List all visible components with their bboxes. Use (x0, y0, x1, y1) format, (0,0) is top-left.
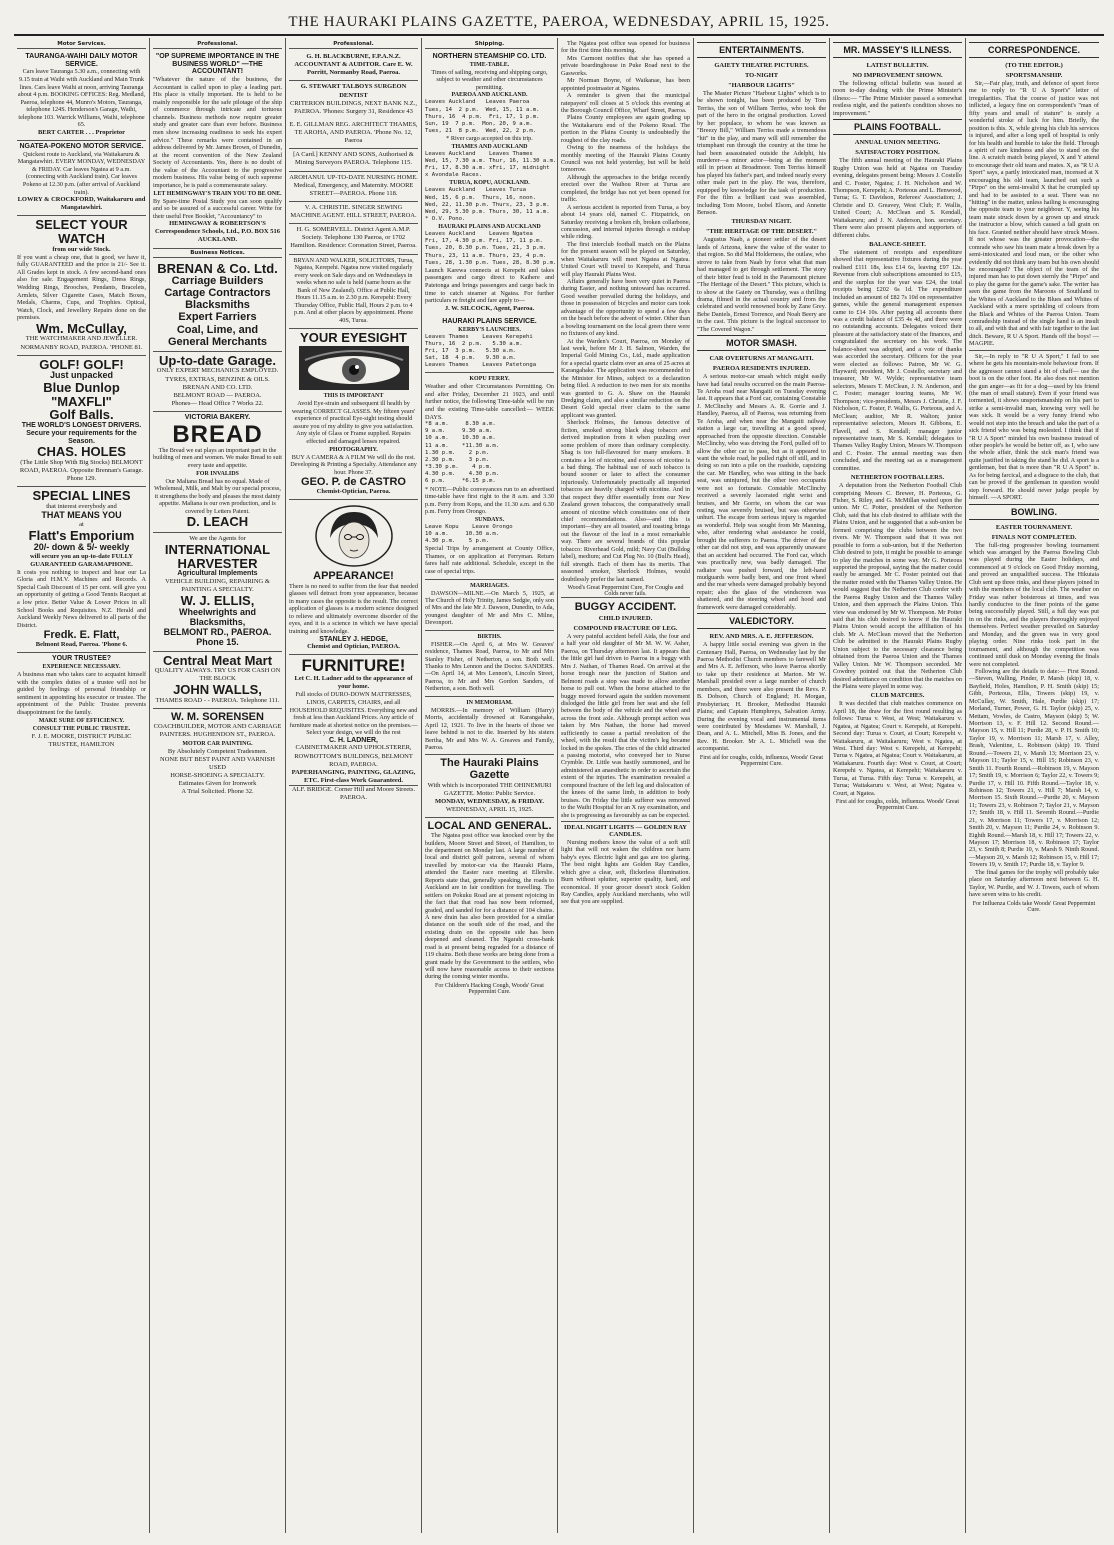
agent-signature: J. W. SILCOCK, Agent, Paeroa. (444, 304, 535, 312)
ad-line: BELMONT RD., PAEROA. (163, 626, 272, 637)
footer-ad: For Influenza Colds take Woods' Great Peppermint Cure. (972, 900, 1096, 913)
portrait-illustration (289, 502, 418, 570)
hauraki-plains-service (425, 316, 554, 373)
timetable-heading: HAURAKI PLAINS AND AUCKLAND (438, 224, 541, 231)
article-paragraph: Affairs generally have been very quiet in Paeroa during Easter, and nothing untoward has occurred. Good weather prevailed during the holidays, and those in possession of bicycles and motor cars took advantage of the opportunity to spend a few days on the beach before the advent of winter. Other than a bowling tournament on the local green there were no fixtures of any kind. (561, 278, 690, 338)
ad-line: General Merchants (167, 335, 268, 348)
section-title: CORRESPONDENCE. (969, 42, 1099, 58)
ad-line: ONLY EXPERT MECHANICS EMPLOYED. (156, 367, 279, 375)
ad-brenan-co (153, 260, 282, 352)
ad-text: It costs you nothing to inspect and hear our La Gloria and H.M.V. Machines and Records. A Special Cash Discount of 15 per cent. will give you an opportunity of getting a Good Tennis Racquet at a low price. Better Value & Lower Prices in all School Books and Requisites. N.Z. Herald and Auckland Weekly News delivered to all parts of the District. (17, 568, 146, 629)
ad-name: STANLEY J. HEDGE, (319, 635, 388, 643)
section-text: Weather and other Circumstances Permitting. On and after Friday, December 21 1923, and until further notice, the following Time-table will be run and the existing Time-table cancelled:— WEEK DAYS. (425, 383, 554, 421)
ad-address: (The Little Shop With Big Stocks) BELMONT ROAD, PAEROA. Opposite Brennan's Garage. Phone 129. (19, 458, 144, 483)
article-paragraph: Plains County employees are again grading up the Waitakaruru end of the Pokeno Road. The portion in the Plains County is undoubtedly the roughest of the clay roads. (561, 114, 690, 144)
ad-line: Chemist-Optician, Paeroa. (316, 488, 391, 496)
footer-ad: Wood's Great Peppermint Cure, For Coughs and Colds never fails. (561, 583, 690, 598)
article-headline: SPORTSMANSHIP. (1005, 72, 1063, 79)
timetable: Leave Kopu Leave Orongo 10 a.m. 10.30 a.m. 4.30 p.m. 5 p.m. (425, 523, 513, 545)
ad-line: Carriage Builders (171, 275, 264, 288)
ad-line: BRENAN AND CO. LTD. (182, 383, 253, 391)
ad-title: YOUR TRUSTEE? (51, 655, 112, 663)
nameplate-title: The Hauraki Plains Gazette (440, 757, 539, 782)
ad-text: A business man who takes care to acquaint himself with the complex duties of a trustee will not be guided by feelings of personal friendship or sentiment in appointing his executor or trustee. The appointment of the Public Trustee prevents disappointment for the family. (17, 671, 146, 716)
ad-title: VICTORIA BAKERY. (184, 414, 251, 422)
ad-line: Cartage Contractors (164, 287, 271, 300)
article-paragraph: The Master Picture "Harbour Lights" which is to be shown tonight, has been produced by Tom Terriss, the son of William Terriss, who took the part of the hero in the original production. Loved by her populace, to whom he was known as "Breezy Bill," William Terriss made a tremendous "hit" in the play, and many will still remember the triumphant run through the country at the time he had been assassinated outside the Adelphi, his murderer—a minor actor—being at the moment still in prison at Broadmoor. Tom Terriss himself has played his father's part, and indeed nearly every other male part in the play. He was, therefore, equipped by knowledge for the task of production. For the film a brilliant cast was assembled, including Tom Moore, Isobel Elsom, and Annette Benson. (697, 90, 826, 216)
article-paragraph: A serious motor-car smash which might easily have had fatal results occurred on the main Paeroa-Te Aroha road near Mangaiti on Tuesday evening last. It appears that a Ford car, containing Constable J. McClinchy and Messrs A. R. Gorrie and J. Handley, Paeroa, all of Paeroa, was returning from Te Aroha, and when near the Mangaiti railway station a large car, travelling at a good speed, approached from the opposite direction. Constable McClinchy, who was driving the Ford, pulled off to allow the other car to pass, but as it appeared to want the whole road, he pulled right off still, and in doing so ran into a pile on the roadside, capsizing the car. Mr Handley, who was sitting in the back seat, was uninjured, but the other two occupants were not so fortunate. Constable McClinchy received a severely lacerated right wrist and bruises, and Mr Gorrie, on whom the car was resting, was severely bruised, but was otherwise unhurt. The escape from serious injury is regarded as wonderful. Help was sought from Mr Manning, who, after rendering what assistance he could, brought the sufferers to Paeroa. The driver of the other car did not stop, and was apparently unaware that an accident had occurred. The Ford car, which was practically new, was badly damaged. The radiator was pushed forward, the left-hand mudguards were badly bent, and one front wheel and the rear wheels were damaged probably beyond repair; also the glass of the windscreen was shattered, and the steering wheel and hood and framework were damaged considerably. (697, 373, 826, 611)
ad-subtitle: from our wide Stock. (52, 245, 111, 253)
ad-line: THAT MEANS YOU (41, 509, 122, 520)
ad-title: SPECIAL LINES (32, 488, 131, 504)
ad-name: GEO. P. de CASTRO (301, 476, 406, 489)
card-blackburne: G. H. BLACKBURNE, F.P.A.N.Z. ACCOUNTANT & AUDITOR. Care E. W. Porritt, Normanby Road, Paeroa. (289, 51, 418, 81)
ad-line: Blue Dunlop (43, 380, 120, 396)
article-subhead: FINALS NOT COMPLETED. (991, 533, 1077, 541)
ad-title: YOUR EYESIGHT (300, 329, 407, 345)
ad-line: MAKE SURE OF EFFICIENCY. (38, 717, 125, 724)
gazette-nameplate (425, 755, 554, 818)
masthead (14, 10, 1104, 36)
article-paragraph: Augustus Naab, a pioneer settler of the desert lands of Arizona, knew the value of the water to that region. So did Mal Holderness, the outlaw, who strove to take from Naab by force what that man had managed to get through settlement. The story of their bitter feud is told in the Paramount picture "The Heritage of the Desert." This picture, which is to show at the Gaiety on Thursday, was a thrilling drama, filmed in the actual country and from the celebrated and world renowned book by Zane Grey. Bebe Daniels, Ernest Torrence, and Noah Beery are in the cast. This picture is the logical successor to "The Covered Wagon." (697, 236, 827, 333)
ad-line: COACHBUILDER, MOTOR AND CARRIAGE PAINTERS. HUGHENDON ST., PAEROA. (153, 723, 282, 739)
ad-line: TYRES, EXTRAS, BENZINE & OILS. (165, 375, 270, 383)
marriages (425, 580, 554, 631)
ad-line: ALF. BRIDGE. Corner Hill and Moore Streets. PAEROA. (291, 786, 416, 802)
ad-line: BELMONT ROAD — PAEROA. (173, 391, 262, 399)
ad-hedge-appearance (289, 500, 418, 655)
article-subhead: TO-NIGHT (744, 72, 779, 79)
ad-signature: HEMINGWAY & ROBERTSON'S Correspondence Schools, Ltd., P.O. BOX 516 AUCKLAND. (155, 220, 280, 244)
columns (14, 38, 1104, 1533)
article-headline: REV. AND MRS. A. E. JEFFERSON. (709, 633, 814, 641)
article-subhead: CLUB MATCHES. (870, 692, 925, 700)
article-paragraph: Mr Norman Boyne, of Waikanae, has been appointed postmaster at Ngatea. (561, 77, 690, 92)
timetable-heading: PAEROA AND AUCKLAND. (451, 92, 528, 99)
section-title: BOWLING. (969, 504, 1099, 520)
article-paragraph: The fifth annual meeting of the Hauraki Plains Rugby Union was held at Ngatea on Tuesday evening, delegates present being: Messrs J. Costello and C. Foster, Ngatea; J. H. Nicholson and W. Thompson, Kerepehi; A. Porteous and L. Henwood, Turua; G. T. Davidson, Referees' Association; J. Christie and D. Greavey, West Club; F. Wallis, United Court; A. McClean and S. Kendall, Waitakaruru; and J. N. Anderson, hon. secretary. There were also present players and supporters of different clubs. (833, 157, 962, 239)
ad-title: BRENAN & Co. Ltd. (157, 260, 278, 276)
article-subhead: PAEROA RESIDENTS INJURED. (712, 365, 811, 373)
article-subhead: SATISFACTORY POSITION. (855, 149, 940, 157)
ad-line: CABINETMAKER AND UPHOLSTERER, ROWBOTTOM'S BUILDINGS, BELMONT ROAD, PAEROA. (294, 744, 413, 768)
ad-line: will secure you an up-to-date FULLY GUARANTEED GARAMAPHONE. (29, 552, 134, 568)
ad-line: Expert Farriers (178, 311, 257, 324)
eye-icon (299, 346, 409, 390)
notice-text: FISHER.—On April 6, at Mrs W. Greaves' residence, Thames Road, Paeroa, to Mr and Mrs Stanley Fisher, of Netherton, a son. Both well. Thanks to Mrs Lennon and the Doctor. SANDERS.—On April 14, at Mrs Lennon's, Lincoln Street, Paeroa, to Mr and Mrs Gordon Sanders, of Netherton, a son. Both well. (425, 640, 554, 693)
section-title: ENTERTAINMENTS. (697, 42, 826, 58)
ad-subtitle: THIS IS IMPORTANT (323, 393, 384, 400)
kopu-ferry (425, 373, 554, 579)
ad-line: Chemist and Optician, PAEROA. (307, 643, 400, 651)
letter-text: Sir,—In reply to "R U A Sport," I fail to see where he gets his mountain-mole behaviour from. If the aggressor cannot stand a bit of chaff— use the boot is on the other foot. He also does not mention the gun anger—as fit for a dog—used by his friend (the man of small stature). Even if your friend was tormented, it shows unsportsmanship on his part to strike a semi-invalid man, knowing very well he was sick. It would be a very funny friend who would not step into the breach and take the part of a sick friend who was being molested. I think that if "R U A Sport" minded his own business instead of other people's he would be better off, as I, who saw the whole affair, think the sick man's friend was quite justified in taking the stand he did. A sport is a gentleman, but that is more than "R U A Sport" is. As for being farcical, and a disgrace to the club, that can be proved if the gentleman in question would step forward. He should never judge people by himself. —A SPORT. (969, 350, 1099, 502)
ad-garage (153, 352, 282, 412)
article-headline: IDEAL NIGHT LIGHTS — GOLDEN RAY CANDLES. (561, 821, 690, 839)
column-8 (966, 38, 1102, 1533)
article-paragraph: Nursing mothers know the value of a soft still light that will not waken the children nor harm baby's eyes. Electric light and gas are too glaring. The best night lights are Golden Ray Candles, which give a clear, soft, flickerless illumination. Burn without splutter, superior quality, hard, and economical. If your grocer doesn't stock Golden Ray Candles, apply Auckland merchants, who will see that you are supplied. (561, 838, 690, 906)
section-title: KOPU FERRY. (469, 376, 510, 383)
timetable-note: * NOTE—Public conveyances run to an advertised time-table have first right to the 8 a.m. and 3.30 p.m. Ferry from Kopu, and the 11.30 a.m. and 6.30 p.m. Ferry from Orongo. (425, 485, 554, 516)
article-subhead: "THE HERITAGE OF THE DESERT." (705, 228, 818, 236)
ad-text: BUY A CAMERA & A FILM We will do the rest. Developing & Printing a Specialty. Attendance any hour. Phone 37. (290, 453, 417, 476)
shipping-northern (425, 51, 557, 316)
article-paragraph: Although the approaches to the bridge recently erected over the Waihou River at Turua are completed, the bridge has not yet been opened for traffic. (561, 173, 690, 204)
category-label: Professional. (289, 40, 418, 49)
ad-name: CHAS. HOLES (37, 444, 126, 460)
ad-line: MOTOR CAR PAINTING. (182, 740, 253, 747)
nameplate-date: WEDNESDAY, APRIL 15, 1925. (445, 805, 534, 813)
article-paragraph: A deputation from the Netherton Football Club comprising Messrs C. Brewer, H. Porteous, G. Fisher, S. Riley, and G. McMillan waited upon the union. Mr C. Potter, president of the Netherton Club, said that his club desired to affiliate with the Plains Union, and he suggested that a sub-union be formed comprising the clubs between the two rivers. Mr W. Thompson said that it was not possible to form a sub-union, but if the Netherton Club desired to join, it might be possible to arrange to play the matches in some way. Mr G. Porteous supported the proposal, saying that the matter could easily be arranged. Mr C. Foster pointed out that the matter rested with the Thames Valley Union. He would suggest that the Netherton Club confer with the Paeroa Rugby Union and the Thames Valley Union, and then approach the Plains Union. This view was endorsed by Mr W. Thompson. Mr Potter said that his club desired to know if the Hauraki Plains Union would accept the affiliation of his club. Mr A. McClean moved that the Netherton Club be admitted to the Hauraki Plains Rugby Union subject to the necessary clearance being obtained from the Paeroa Union and the Thames Valley Union. Mr W. Thompson seconded. Mr Cowdrey pointed out that the Netherton Club desired admittance on condition that the matches on the Plains were played in some way. (833, 482, 962, 690)
article-paragraph: It was decided that club matches commence on April 18, the draw for the first round resulting as follows: Turua v. West, at West; Waitakaruru v. Ngatea, at Ngatea; Court v. Kerepehi, at Kerepehi. Second day: Turua v. Court, at Court; Kerepehi v. Waitakaruru, at Waitakaruru; West v. Ngatea, at West. Third day: West v. Kerepehi, at Kerepehi; Turua v. Ngatea, at Ngatea; Court v. Waitakaruru, at Waitakaruru. Fourth day: West v. Court, at Court; Kerepehi v. Ngatea, at Kerepehi; Waitakaruru v. Turua, at Turua. Fifth day: Turua v. Kerepehi, at Turua; Waitakaruru v. West, at West; Ngatea v. Court, at Ngatea. (833, 700, 962, 797)
ad-title: Central Meat Mart (162, 652, 273, 668)
ad-address: Belmont Road, Paeroa. 'Phone 6. (35, 641, 128, 649)
article-paragraph: At the Warden's Court, Paeroa, on Monday of last week, before Mr J. H. Salmon, Warden, the Imperial Gold Mining Co., Ltd., made application for a special quartz claim over an area of 25 acres at Karangahake. The application was recommended to the Minister for Mines, subject to a declaration being filed. A reduction to two men for six months was granted to G. A. Shaw on the Hauraki Dredging claim, and also a similar reduction on the Desert Gold special river claim to the same applicant was granted. (561, 337, 691, 419)
timetable-heading: THAMES AND AUCKLAND (451, 143, 528, 150)
article-paragraph: The full-ring progressive bowling tournament which was arranged by the Paeroa Bowling Club was played during the Easter holidays, and commenced at 9 o'clock on Good Friday morning, and proved an unqualified success. The Hikutaia Club sent up three rinks, and these players joined in with the members of the local club. The weather on Friday was rather boisterous at times, and was hardly conducive to the finer points of the game being successfully played. Still, a full day was put in on the rinks, and the players thoroughly enjoyed themselves. Perfect weather prevailed on Saturday and Monday, and the green was in very good playing order. Nine rinks took part in the tournament, and although the competition was continued until dusk on Monday evening the finals were not completed. (969, 541, 1099, 668)
column-4 (422, 38, 558, 1533)
masthead-title: THE HAURAKI PLAINS GAZETTE, PAEROA, WEDNESDAY, APRIL 15, 1925. (288, 13, 830, 30)
article-headline: CAR OVERTURNS AT MANGAITI. (709, 355, 814, 363)
section-subtitle: KERBY'S LAUNCHES. (458, 326, 521, 333)
ad-tauranga-waihi-motor (17, 51, 146, 141)
card-bryan-walker: BRYAN AND WALKER, SOLICITORS, Turua, Ngatea, Kerepehi. Ngatea now visited regularly every week on Sale days and on Wednesdays in weeks when no sale is held (same hours as the Bank of New Zealand). Office at Public Hall, Hours 11.15 a.m. to 2.30 p.m. Kerepehi: Every Thursday Office, Public Hall, Hours 2 p.m. to 4 p.m. And at other places by appointment. Phone 40S, Turua. (289, 255, 418, 329)
category-label: Professional. (153, 40, 282, 49)
ad-line: that interest everybody and (46, 502, 117, 510)
ad-line: Phone 15. (196, 636, 239, 647)
article-subhead: CHILD INJURED. (598, 615, 653, 623)
article-paragraph: The Ngatea post office was opened for business for the first time this morning. (561, 40, 690, 55)
ad-line: VEHICLE BUILDING, REPAIRING & PAINTING A SPECIALTY. (165, 578, 270, 594)
category-label: Shipping. (425, 40, 554, 49)
nameplate-line: MONDAY, WEDNESDAY, & FRIDAY. (435, 797, 544, 805)
ad-line: THAMES ROAD - - PAEROA. Telephone 111. (155, 697, 280, 705)
card-somervell: H. G. SOMERVELL. District Agent A.M.P. Society. Telephone 130 Paeroa, or 1702 Hamilton. Residence: Coronation Street, Paeroa. (289, 224, 418, 254)
ad-title: FURNITURE! (301, 656, 406, 676)
section-title: PLAINS FOOTBALL. (833, 119, 962, 135)
timetable-note: Special Trips by arrangement at County Office, Thames, or on application at Ferryman. Return fares half rate additional. Schedule, except in the case of special trips. (425, 545, 554, 575)
footer-ad: For Children's Hacking Cough, Woods' Great Peppermint Cure. (435, 982, 544, 995)
article-text: The Ngatea post office was knocked over by the builders, Moore Street and Street, of Hamilton, to the department on Monday last. A large number of local and district golf patrons, several of whom travelled by motor-car via the Hauraki Plains, attended the Easter race meeting at Ellerslie. Reports state that, generally speaking, the roads to Auckland are in fair condition for travelling. The settlers on Pokuku Road are at present rejoicing in the fact that that road has now been reformed, graded, and sanded for for a distance of 104 chains. A new drain has also been provided for a similar distance on the south side of the road, and the existing drain on the opposite side has been deepened and cleaned. The Ngarahi cross-bank road is at present being regraded for a distance of 119 chains. Both these works are being done from a grant made by the Government to the settlers, who will now have reasonable access to their sections during the coming winter months. (425, 832, 554, 981)
card-kenny: [A Card.] KENNY AND SONS, Authorised & Mining Surveyors PAEROA. Telephone 115. (289, 149, 418, 171)
ad-proprietor: BERT CARTER . . . Proprietor (37, 128, 126, 136)
ad-title: "OP SUPREME IMPORTANCE IN THE BUSINESS WORLD" —THE ACCOUNTANT! (155, 53, 280, 76)
ad-ladner-furniture (289, 655, 418, 805)
article-subhead: "HARBOUR LIGHTS" (728, 82, 795, 89)
article-subhead: BALANCE-SHEET. (869, 241, 926, 248)
article-subhead: COMPOUND FRACTURE OF LEG. (573, 625, 678, 633)
category-label: Business Notices. (153, 249, 282, 258)
timetable: Leaves Auckland Leaves Turua Wed, 15, 6 p.m. Thurs, 16, noon. Wed, 22, 11.30 p.m. Thurs, 23, 3 p.m. Wed, 29, 5.30 p.m. Thurs, 30, 11 a.m. * O.V. Pono. (425, 187, 550, 222)
ad-wj-ellis (153, 533, 282, 652)
timetable-heading: SUNDAYS. (474, 516, 505, 523)
ad-big-word: BREAD (172, 420, 263, 448)
ad-text: If you want a cheap one, that is good, we have it, fully GUARANTEED and the price is 21/- See it. All Grades kept in stock. A few second-hand ones also for sale. Engagement Rings, Dress Rings, Wedding Rings, Brooches, Pendants, Bracelets, Armlets, Silver Cigarette Cases, Match Boxes, Medals, Charms, Cups, and Trophies. Optical, Watch, Clock, and Jewellery Repairs done on the premises. (17, 253, 146, 322)
ad-line: By Absolutely Competent Tradesmen. (167, 747, 268, 755)
ad-line: Wheelwrights and Blacksmiths, (178, 607, 256, 627)
ad-text: Full stocks of DURO-DOWN MATTRESSES, LINOS, CARPETS, CHAIRS, and all HOUSEHOLD REQUISITES. Everything new and fresh at less than Auckland Prices. Any article of furniture made at shortest notice on the premises.— Select your design, we will do the rest (289, 691, 418, 737)
ad-line: Estimates Given for Ironwork (178, 780, 257, 788)
article-paragraph: A reminder is given that the municipal ratepayers' roll closes at 5 o'clock this evening at the Borough Council Office, Wharf Street, Paeroa. (561, 92, 690, 114)
section-title: IN MEMORIAM. (466, 699, 513, 706)
ad-subtitle: FOR INVALIDS (196, 470, 239, 477)
ad-line: Phones— Head Office 7 Works 22. (171, 399, 264, 407)
timetable: Leaves Auckland Leaves Thames Wed, 15, 7.30 a.m. Thur, 16, 11.30 a.m. Fri, 17, 8.30 a.m. xFri, 17, midnight x Avondale Races. (425, 150, 557, 179)
ad-text: "Whatever the nature of the business, the Accountant is called upon to play a leading part. His place is vitally important. He is held to be mainly responsible for the safe pilotage of the ship of commerce through intricate and tortuous channels. Business methods now require greater study and greater care than ever before. Business men show increasing readiness to seek his expert advice." These remarks were contained in an address delivered by Mr. James Brown, of Dunedin, at the recent convention of the New Zealand Society of Accountants. Yes, there is no doubt of the value of the Accountant to the progressive modern business. His value being of such supreme importance, he is paid a commensurate salary. (153, 76, 282, 189)
ad-line: NONE BUT BEST PAINT AND VARNISH USED (160, 755, 275, 771)
article-headline: EASTER TOURNAMENT. (995, 523, 1073, 531)
ad-central-meat-mart (153, 652, 282, 710)
ad-title: TAURANGA-WAIHI DAILY MOTOR SERVICE. (25, 53, 138, 68)
ad-line: PHOTOGRAPHY. (329, 446, 378, 453)
ad-ngatea-pokeno-motor (17, 141, 146, 216)
column-5 (558, 38, 694, 1533)
ad-owner: Fredk. E. Flatt, (43, 629, 120, 642)
ad-name: D. LEACH (186, 514, 249, 530)
ad-name: Wm. McCullay, (36, 320, 127, 336)
article-paragraph: The following official bulletin was issued at noon to-day dealing with the Prime Minister's illness:— "The Prime Minister passed a somewhat restless night, and the patient's condition shows no improvement." (833, 80, 962, 117)
card-title: G. STEWART TALBOYS SURGEON DENTIST (300, 83, 407, 99)
local-and-general (425, 818, 554, 998)
article-headline: GAIETY THEATRE PICTURES. (714, 62, 809, 69)
section-subtitle: (TO THE EDITOR.) (1005, 62, 1063, 69)
section-text: Launch Karewa connects at Kerepehi and takes passengers and cargo direct to Kaihere and Patetonga and brings passengers and cargo back in time to catch steamer at Ngatea. For further particulars re freight and fare apply to— (425, 266, 554, 305)
ad-line: "MAXFLI" (51, 393, 112, 409)
births (425, 631, 554, 697)
ad-line: QUALITY ALWAYS. TRY US FOR CASH ON THE BLOCK (154, 667, 281, 683)
ad-text: Our Maltana Bread has no equal. Made of Wholemeal, Milk, and Malt by our special process, it strengthens the body and pleases the most dainty appetite. Maltana is our own production, and is covered by Letters Patent. (154, 477, 281, 515)
timetable-heading: TURUA, KOPU, AUCKLAND. (449, 180, 530, 187)
timetable-note: * River cargo accepted on this trip. (446, 135, 533, 143)
ad-text: Cars leave Tauranga 5.30 a.m., connecting with 9.15 train at Waihi with Auckland and Main Trunk lines. Cars leave Waihi at noon, arriving Tauranga about 4 p.m. BOOKING OFFICES: Reg. Medland, Paeroa, telephone 44, Munro's Motors, Tauranga, telephone 124S. Henderson's Garage, Waihi, telephone 103. Warrick Williams, Waihi, telephone 65. (17, 68, 146, 129)
section-title: HAURAKI PLAINS SERVICE. (442, 317, 537, 325)
article-headline: THURSDAY NIGHT. (731, 218, 792, 226)
card-gillman: E. E. GILLMAN REG. ARCHITECT THAMES, TE AROHA, AND PAEROA. 'Phone No. 12, Paeroa (289, 119, 418, 149)
ad-address: THE WATCHMAKER AND JEWELLER. NORMANBY ROAD, PAEROA. 'PHONE 81. (20, 335, 143, 351)
article-subhead: NO IMPROVEMENT SHOWN. (852, 72, 943, 79)
column-2 (150, 38, 286, 1533)
article-headline: ANNUAL UNION MEETING. (854, 139, 941, 147)
section-title: MOTOR SMASH. (697, 335, 826, 351)
ad-victoria-bakery (153, 412, 282, 533)
notice-text: MORRIS.—In memory of William (Harry) Morris, accidentally drowned at Karangahake, April 12, 1921. To live in the hearts of those we leave behind is not to die. Inserted by his sisters Bertha, Mr and Mrs W. A. Greaves and Family, Paeroa. (425, 706, 554, 751)
ad-title: SELECT YOUR WATCH (35, 217, 128, 246)
ad-de-castro-eyesight (289, 329, 418, 501)
section-title: BIRTHS. (477, 633, 502, 640)
ad-text: There is no need to suffer from the fear that needed glasses will detract from your appearance, because in many cases the opposite is the result. The correct application of glasses is a modern science designed to relieve and ultimately overcome disorder of the eyes, and it is a science in which we have special training and knowledge. (289, 582, 418, 635)
ad-name: C. H. LADNER, (329, 736, 378, 744)
category-label: Motor Services. (17, 40, 146, 49)
ad-line: INTERNATIONAL HARVESTER (164, 542, 271, 571)
article-paragraph: A happy little social evening was given in the Centenary Hall, Paeroa, on Wednesday last by the Paeroa Methodist Church members to farewell Mr and Mrs A. E. Jefferson, who leave Paeroa shortly to take up their residence at Marton. Mr W. Marshall presided over a large number of church members, and there were also present the Revs. P. B. Dobson, Church of England; H. Morgan, Presbyterian; H. Brooker, Methodist Hauraki Plains; and Captain Humphreys, Salvation Army. During the evening vocal and instrumental items were contributed by Mesdames W. Marshall, J. Dean, and A. L. Mitchell, Miss B. Jones, and the Rev. H. Brooker. Mr A. L. Mitchell was the accompanist. (697, 641, 826, 753)
article-paragraph: A serious accident is reported from Turua, a boy about 14 years old, named C. Fitzpatrick, on Saturday receiving a broken rib, broken collarbone, concussion, and internal injuries through a mishap while riding. (561, 203, 690, 241)
ad-line: CONSULT THE PUBLIC TRUSTEE. (32, 725, 131, 732)
ad-line: Agricultural Implements (177, 570, 258, 578)
timetable: *8 a.m. 8.30 a.m. 9 a.m. 9.30 a.m. 10 a.m. 10.30 a.m. 11 a.m. *11.30 a.m. 1.30 p.m. 2 p.m. 2.30 p.m. 3 p.m. *3.30 p.m. 4 p.m. 4.30 p.m. 4.30 p.m. 6 p.m. *6.15 p.m. (425, 421, 500, 485)
section-title: LOCAL AND GENERAL. (427, 820, 552, 833)
ad-text: Quickest route to Auckland, via Waitakaruru & Mangatawhiri. EVERY MONDAY, WEDNESDAY & FRIDAY. Car leaves Ngatea at 9 a.m. (connecting with Auckland train). Car leaves Pokeno at 12.30 p.m. (after arrival of Auckland train). (17, 150, 146, 196)
ad-subtitle: EXPERIENCE NECESSARY. (42, 664, 121, 671)
section-title: VALEDICTORY. (697, 613, 826, 629)
timetable: Leaves Auckland Leaves Paeroa Tues, 14 2 p.m. Wed, 15, 11 a.m. Thurs, 16 4 p.m. Fri, 17, 1 p.m. Sun, 19 7 p.m. Mon, 20, 9 a.m. Tues, 21 8 p.m. Wed, 22, 2 p.m. (425, 99, 540, 134)
section-subtitle: TIME-TABLE. (469, 61, 510, 68)
article-headline: LATEST BULLETIN. (866, 62, 929, 69)
column-7 (830, 38, 966, 1533)
article-paragraph: The final games for the trophy will probably take place on Saturday afternoon next between G. H. Taylor, W. Purdie, and W. J. Towers, each of whom have seven wins to his credit. (969, 868, 1099, 899)
ad-line: Let C. H. Ladner add to the appearance of your home. (294, 675, 413, 691)
letter-text: Sir,—Fair play, truth, and defence of sport force me to reply to "R U A Sport's" letter of irregularities. That the course of justice was not inflicted, a legacy fine on correspondent's "man of fifty years and small of stature" is surely a wonderful stroke of luck for him. Briefly, the position is this. X, while giving his club his services is injured, and after a long spell of hospital is only for his health and humble to take the field. Through a spirit of rare kindness and also to stand on the line. A scratch match being played, X and Y attend to encourage their old team and mates. X, as "R U A Sport" says, a partly intoxicated man, incensed at X encouraging his old team, launched out such a "Pirpo" on the semi-invalid X that he crumpled up and had to be assisted to a seat. There was no "hitting" in the matter, unless hailing is encouraging the opposite team to your neighbour. Y, seeing his team mate struck down by a grown up and struck the instructor a blow, which caused a fall grain on his face. Granted neither should have struck Moses. If not whose was the greater provocation—the comrade who saw his team mate a break down by a semi-intoxicated and loud man, or the other who evidently did not think any team but his own should be encouraged? The object of the team of the injured man has to put down sternly the "Pirpo" and to play the game for the game's sake. The writer has seen the game from the Maroons of Southland to the Whites of Auckland to the Blues and Whites of Auckland with a mere sprinkling of colours from the Black and Whites of the Paeroa Union. Team comradeship instead of the single hand is an insult to all, and with that and with fair tegether to the last ditch. Beware, R U A Sport. Hands off the boys! —MAGPIE. (969, 80, 1099, 348)
article-paragraph: Following are the details to date:— First Round.—Steven, Walling, Pinder, P. Marsh (skip) 18, v. Bayfield, Holes, Hamilton, P. H. Smith (skip) 15; Gibb, Porteous, Ellis, Towers (skip) 19, v. McCullay, W. Smith, Hale, Purdie (skip) 17; Morland, Turner, Power, G. H. Taylor (skip) 25, v. Mettam, Vowles, de Castro, Mayson (skip) 5; W. Morrison 13, v. F. Hill 12. Second Round.—Mayson 15, v. Hill 11; Purdie 28, v. P. H. Smith 10; Taylor 19, v. Morrison 11; Marsh 17, v. Alley, Brash, Valentine, L. Robinson (skip) 19. Third Round.—Towers 21, v. Marsh 13; Morrison 23, v. Mayson 11; Taylor 15, v. Hill 15; Robinson 23, v. Smith 11. Fourth Round.—Robinson 19, v. Mayson 17; Smith 19, v. Morrison 6; Taylor 22, v. Towers 9; Purdie 17, v. Hill 10. Fifth Round.—Taylor 18, v. Robinson 12; Towers 21, v. Hill 7; Marsh 14, v. Morrison 15. Sixth Round.—Purdie 20, v. Mayson 11; Towers 23, v. Robinson 7; Taylor 21, v. Mayson 17; Smith 18, v. Hill 11. Seventh Round.—Purdie 21, v. Morrison 11; Towers 17, v. Morrison 12; Smith 20, v. Mayson 11; Purdie 24, v. Robinson 9. Eighth Round.—Marsh 18, v. Hill 17; Towers 22, v. Mayson 17; Morrison 18, v. Robinson 17; Taylor 23, v. Smith 8; Purdie 10, v. Marsh 9. Ninth Round.—Mayson 20, v. Marsh 12; Robinson 15, v. Hill 17; Towers 19, v. Smith 17; Purdie 18, v. Taylor 9. (969, 667, 1099, 869)
nameplate-line: With which is incorporated THE OHINEMURI GAZETTE. Motto: Public Service. (427, 781, 552, 797)
ad-owners: LOWRY & CROCKFORD, Waitakaruru and Mangatawhiri. (17, 196, 146, 212)
ad-title: NGATEA-POKENO MOTOR SERVICE. (19, 143, 144, 150)
card-christie: V. A. CHRISTIE. SINGER SEWING MACHINE AGENT. HILL STREET, PAEROA. (289, 202, 418, 224)
ad-golf-balls (17, 356, 146, 488)
ad-line: PAPERHANGING, PAINTING, GLAZING, ETC. First-class Work Guaranteed. (289, 769, 418, 786)
timetable: Leaves Auckland Leaves Ngatea Fri, 17, 4.30 p.m. Fri, 17, 11 p.m. Tues, 20, 8.30 p.m. Tues, 21, 3 p.m. Thurs, 23, 11 a.m. Thurs, 23, 4 p.m. Tues, 28, 1.30 p.m. Tues, 28, 8.30 p.m. (425, 231, 557, 266)
article-paragraph: Owing to the nearness of the holidays the monthly meeting of the Hauraki Plains County Council was not held yesterday, but will be held tomorrow. (561, 144, 690, 174)
ad-line: LET HEMINGWAY'S TRAIN YOU TO BE ONE. (153, 190, 282, 197)
timetable: Leaves Thames Leaves Kerepehi Thurs, 16 2 p.m. 5.30 a.m. Fri, 17 3 p.m. 5.30 a.m. Sat, 18 4 p.m. 9.30 a.m. Leaves Thames Leaves Patetonga (425, 333, 537, 369)
ad-name: Flatt's Emporium (28, 527, 135, 543)
ad-text: The Bread we eat plays an important part in the building of men and women. We make Bread to suit every taste and appetite. (153, 446, 282, 470)
woman-portrait-icon (312, 504, 396, 568)
ad-signature: F. J. E. MOORE, DISTRICT PUBLIC TRUSTEE, HAMILTON (31, 732, 132, 748)
ad-line: THE WORLD'S LONGEST DRIVERS. (21, 422, 142, 430)
ad-title: APPEARANCE! (313, 570, 394, 583)
card-talboys (289, 81, 418, 119)
ad-line: A Trial Solicited. Phone 32. (181, 788, 254, 796)
ad-public-trustee (17, 653, 146, 751)
ad-title: GOLF! GOLF! (39, 356, 124, 372)
footer-ad: First aid for coughs, colds, influenza, Woods' Great Peppermint Cure. (699, 754, 824, 767)
article-subhead: NETHERTON FOOTBALLERS. (850, 474, 945, 482)
ad-flatts-emporium (17, 487, 146, 653)
ad-line: at (79, 520, 84, 528)
ad-line: 20/- down & 5/- weekly (33, 541, 130, 552)
ad-name: JOHN WALLS, (173, 682, 262, 698)
ad-line: HORSE-SHOEING A SPECIALTY. (170, 771, 265, 779)
ad-mccullay-watches (17, 216, 146, 355)
in-memoriam (425, 697, 554, 756)
footer-ad: First aid for coughs, colds, influenza. Woods' Great Peppermint Cure. (835, 799, 960, 812)
card-arohanui: AROHANUI. UP-TO-DATE NURSING HOME. Medical, Emergency, and Maternity. MOORE STREET—PAEROA. Phone 118. (289, 172, 418, 202)
ad-name: W. M. SORENSEN (171, 711, 264, 724)
ad-line: Coal, Lime, and (176, 323, 259, 336)
card-text: CRITERION BUILDINGS, NEXT BANK N.Z., PAEROA. 'Phones: Surgery 31, Residence 43 (290, 99, 417, 115)
article-paragraph: Sherlock Holmes, the famous detective of fiction, smoked strong black shag tobacco and derived inspiration from it when puzzling over some problem of more than ordinary complexity. Shag is too full-flavoured for many smokers. It contains a lot of nicotine, and excess of nicotine is a bad thing. The habitual use of such tobacco is bound sooner or later to affect the consumer injuriously. Unfortunately practically all imported tobaccos are heavily charged with nicotine. And in that respect they differ essentially from our New Zealand grown tobaccos, the comparatively small amount of nicotine which constitutes one of their chief recommendations. Also—and this is important—they are all toasted, and toasting brings out the flavour of the leaf in a most remarkable way. There are several brands of this popular tobacco: Riverhead Gold, mild; Navy Cut (Bulldog label), medium; and Cut Plug No. 10 (Bull's Head), full strength. Each of them has its merits. That seasoned smoker, Sherlock Holmes, would doubtlessly prefer the last named. (561, 419, 690, 583)
ad-line: Golf Balls. (49, 407, 114, 423)
notice-text: DAWSON—MILNE.—On March 5, 1925, at The Church of Holy Trinity, James Sedgie, only son of Mrs and the late Mr J. Dawson, Dunedin, to Ada, youngest daughter of Mr and Mrs C. Milne, Devonport. (425, 589, 554, 627)
section-title: MARRIAGES. (470, 582, 509, 589)
ad-sorensen (153, 709, 282, 799)
eye-illustration (289, 344, 418, 392)
section-text: Times of sailing, receiving and shipping cargo, subject to weather and other circumstances permitting. (431, 68, 548, 91)
ad-line: We are the Agents for (189, 535, 246, 543)
article-paragraph: The statement of receipts and expenditure showed that representative fixtures during the year realised £111 18s, less £14 6s, leaving £97 12s. Revenue from club subscriptions amounted to £15, and the surplus for the year was £24, the total receipts being £202 6s 1d. The expenditure included an amount of £82 7s 10d on representative games, while the general management expenses came to £14 10s. After paying all accounts there was a credit balance of £35 4s 4d, and there were no outstanding accounts. Delegates voiced their pleasure at the satisfactory state of the finances, and congratulated the secretary on his work. The balance-sheet was adopted, and a vote of thanks was accorded the secretary. Officers for the year were elected as follows: Patron, Mr W. G. Hayward; president, Mr J. Costello; secretary and treasurer, Mr W. Wylde; representative team selectors, Messrs T. McClean, J. N. Anderson, and C. Foster; manager touring teams, Mr W. Thompson; vice-presidents, Messrs J. Christie, J. F. Nicholson, C. Foster, F. Wallis, G. Porteous, and A. McClean; auditor, Mr R. Walton; junior representative selectors, Messrs H. Gibbons, E. Flavell, and S. Kendall; manager junior representative team, Mr S. Kendall; delegates to Thames Valley Rugby Union, Messrs W. Thompson and C. Foster. The annual meeting was then concluded, and the meeting sat as a management committee. (833, 249, 962, 472)
ad-line: Secure your requirements for the Season. (26, 429, 137, 445)
article-paragraph: Mrs Carmont notifies that she has opened a private boardinghouse in Puke Road next to the Gasworks. (561, 54, 690, 77)
ad-text: By Spare-time Postal Study you can soon qualify and so be assured of a successful career. Write for their useful Free Booklet, "Accountancy" to (153, 197, 282, 220)
ad-line: Just unpacked (49, 370, 114, 381)
ad-text: Avoid Eye-strain and subsequent ill health by wearing CORRECT GLASSES. My fifteen years' experience of practical Eye-sight testing should assure you of my ability to give you satisfaction. Any style of Glass or Frame supplied. Repairs effected and damaged lenses repaired. (291, 400, 416, 446)
section-title: NORTHERN STEAMSHIP CO. LTD. (432, 53, 547, 60)
section-title: MR. MASSEY'S ILLNESS. (833, 42, 962, 58)
column-3 (286, 38, 422, 1533)
ad-hemingway-accountancy (153, 51, 282, 249)
column-6 (694, 38, 830, 1533)
article-paragraph: The first interclub football match on the Plains for the present season will be played on Saturday, when Waitakaruru will meet Ngatea at Ngatea. United Court will travel to Kerepehi, and Turua will play Hauraki Plains West. (561, 240, 690, 278)
article-headline: BUGGY ACCIDENT. (574, 600, 677, 613)
ad-name: W. J. ELLIS, (180, 593, 255, 609)
article-paragraph: A very painful accident befell Aida, the four and a half year old daughter of Mr M. W. W. Asher, Paeroa, on Thursday afternoon last. It appears that the little girl had driven to Paeroa in a buggy with Mrs J. Nathan, of Thames Road. On arrival at the horse trough near the junction of Station and Belmont roads a stop was made to allow another horse to pull out. When the horse attached to the buggy moved forward again the sudden movement dislodged the little girl from her seat and she fell between the body of the vehicle and the wheel and across the front axle. Although prompt action was taken by Mrs Nathan, the horse had moved sufficiently to cause a partial revolution of the wheel, with the result that the victim's leg became locked in the spokes. The cries of the child attracted a passing motorist, who conveyed her to Nurse Crymble. Dr. Little was hastily summoned, and he administered an anaesthetic in order to ascertain the extent of the injuries. The examination revealed a compound fracture of the left leg and dislocation of the knees of the same limb, in addition to body bruises. On Friday the little sufferer was removed to the Waihi Hospital for an X ray examination, and she is progressing as favourably as can be expected. (561, 633, 690, 819)
column-1 (14, 38, 150, 1533)
ad-line: Blacksmiths (185, 299, 250, 312)
ad-title: Up-to-date Garage. (158, 352, 276, 368)
